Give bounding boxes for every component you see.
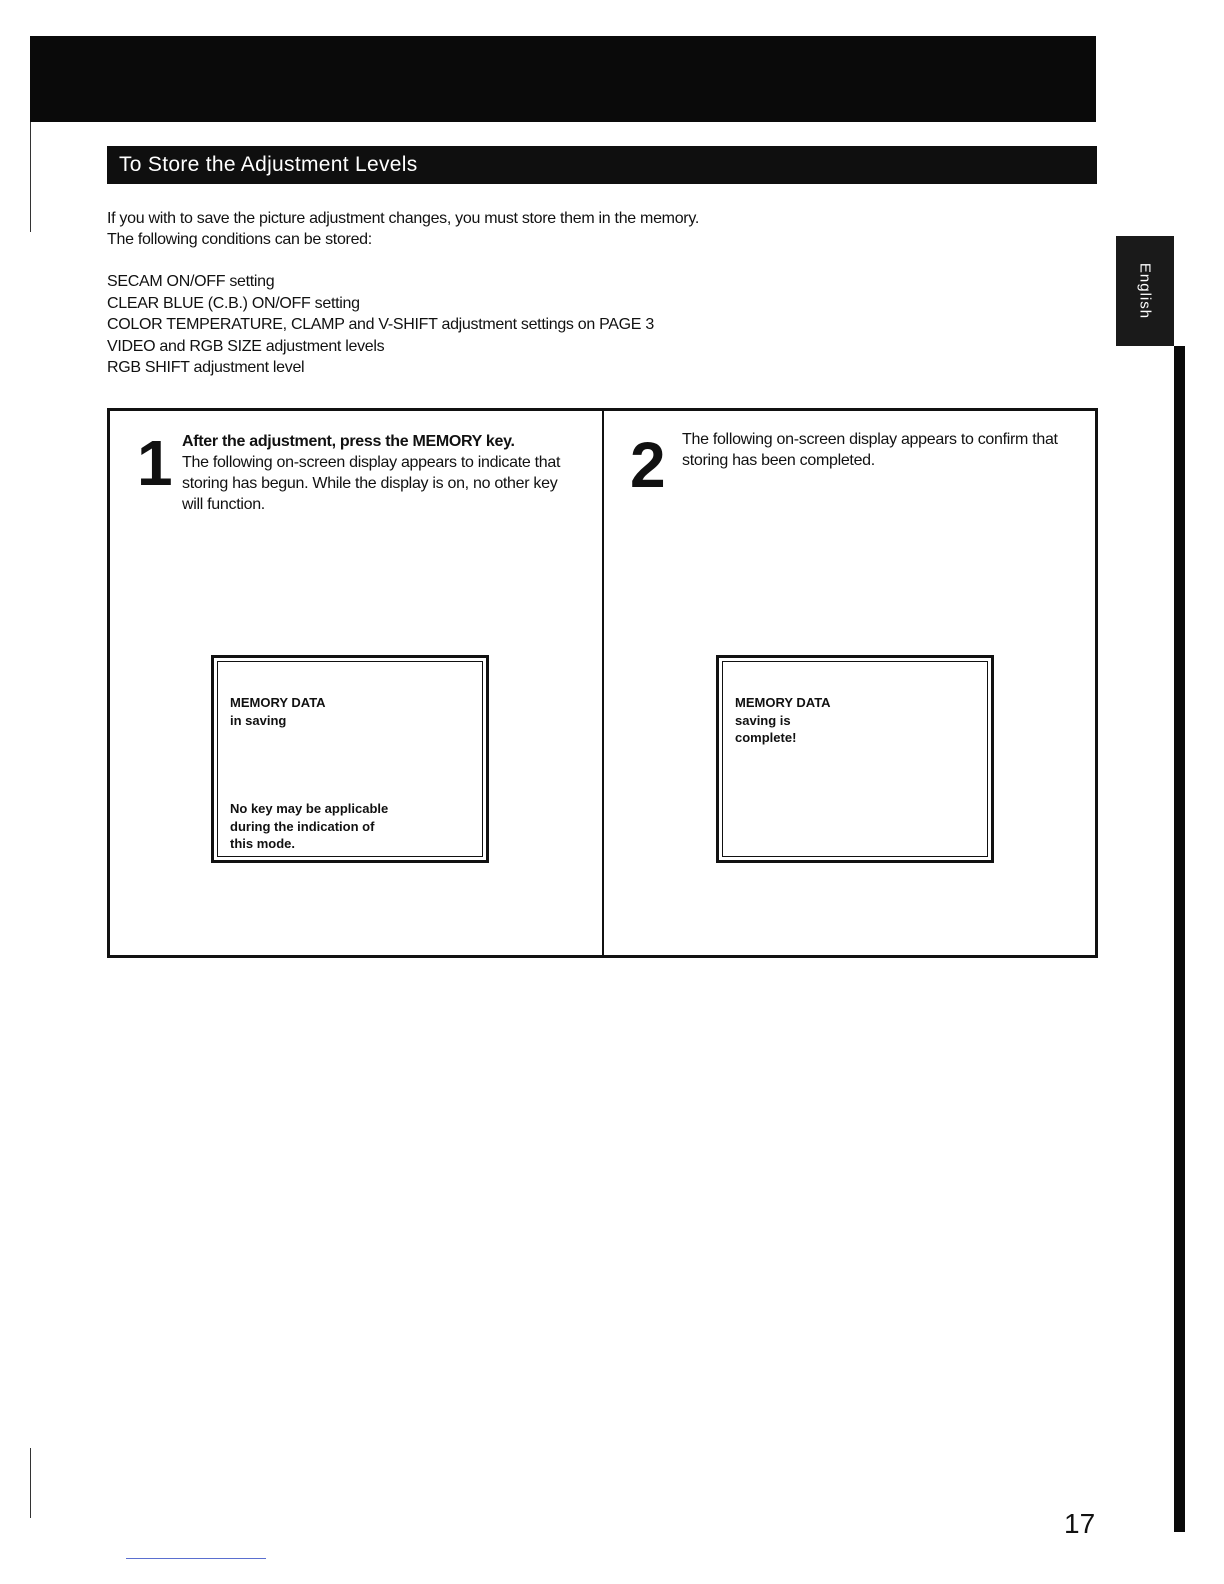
right-edge-bar bbox=[1174, 346, 1185, 1532]
osd-screen bbox=[716, 655, 994, 863]
condition-item: CLEAR BLUE (C.B.) ON/OFF setting bbox=[107, 294, 360, 312]
osd-line: No key may be applicable bbox=[230, 801, 389, 816]
osd-line: complete! bbox=[735, 730, 797, 745]
osd-screen-inner bbox=[722, 661, 988, 857]
language-tab-label: English bbox=[1136, 262, 1154, 320]
osd-note bbox=[230, 800, 480, 853]
step-number: 1 bbox=[137, 427, 173, 499]
step-body: The following on-screen display appears to indicate that storing has begun. While the display is on, no other key will function. bbox=[182, 454, 561, 513]
condition-item: SECAM ON/OFF setting bbox=[107, 273, 275, 290]
margin-rule bbox=[30, 122, 31, 232]
margin-rule-bottom bbox=[30, 1448, 31, 1518]
top-banner bbox=[30, 36, 1096, 122]
intro-line: If you with to save the picture adjustment changes, you must store them in the memory. bbox=[107, 210, 699, 227]
condition-item: COLOR TEMPERATURE, CLAMP and V-SHIFT adjustment settings on PAGE 3 bbox=[107, 316, 654, 333]
osd-message bbox=[735, 694, 831, 747]
page-number: 17 bbox=[1064, 1508, 1096, 1539]
osd-line: saving is bbox=[735, 712, 791, 728]
steps-box bbox=[107, 408, 1098, 958]
conditions-list bbox=[107, 271, 654, 379]
condition-item: VIDEO and RGB SIZE adjustment levels bbox=[107, 337, 385, 355]
osd-screen bbox=[211, 655, 489, 863]
step-number: 2 bbox=[630, 429, 666, 501]
step-instructions bbox=[182, 431, 582, 515]
osd-line: MEMORY DATA bbox=[230, 695, 326, 710]
osd-line: this mode. bbox=[230, 836, 296, 851]
condition-item: RGB SHIFT adjustment level bbox=[107, 359, 305, 376]
step-instructions bbox=[682, 429, 1082, 471]
footer-rule bbox=[126, 1558, 266, 1559]
step-body: The following on-screen display appears to confirm that storing has been completed. bbox=[682, 431, 1058, 469]
osd-line: during the indication of bbox=[230, 818, 375, 834]
language-tab bbox=[1116, 236, 1174, 346]
osd-screen-inner bbox=[217, 661, 483, 857]
osd-line: in saving bbox=[230, 712, 287, 728]
osd-line: MEMORY DATA bbox=[735, 695, 831, 710]
steps-divider bbox=[602, 411, 604, 955]
osd-message bbox=[230, 694, 326, 729]
intro-text bbox=[107, 208, 699, 250]
section-title: To Store the Adjustment Levels bbox=[107, 146, 1097, 184]
step-heading: After the adjustment, press the MEMORY key. bbox=[182, 433, 515, 450]
intro-line: The following conditions can be stored: bbox=[107, 231, 372, 248]
